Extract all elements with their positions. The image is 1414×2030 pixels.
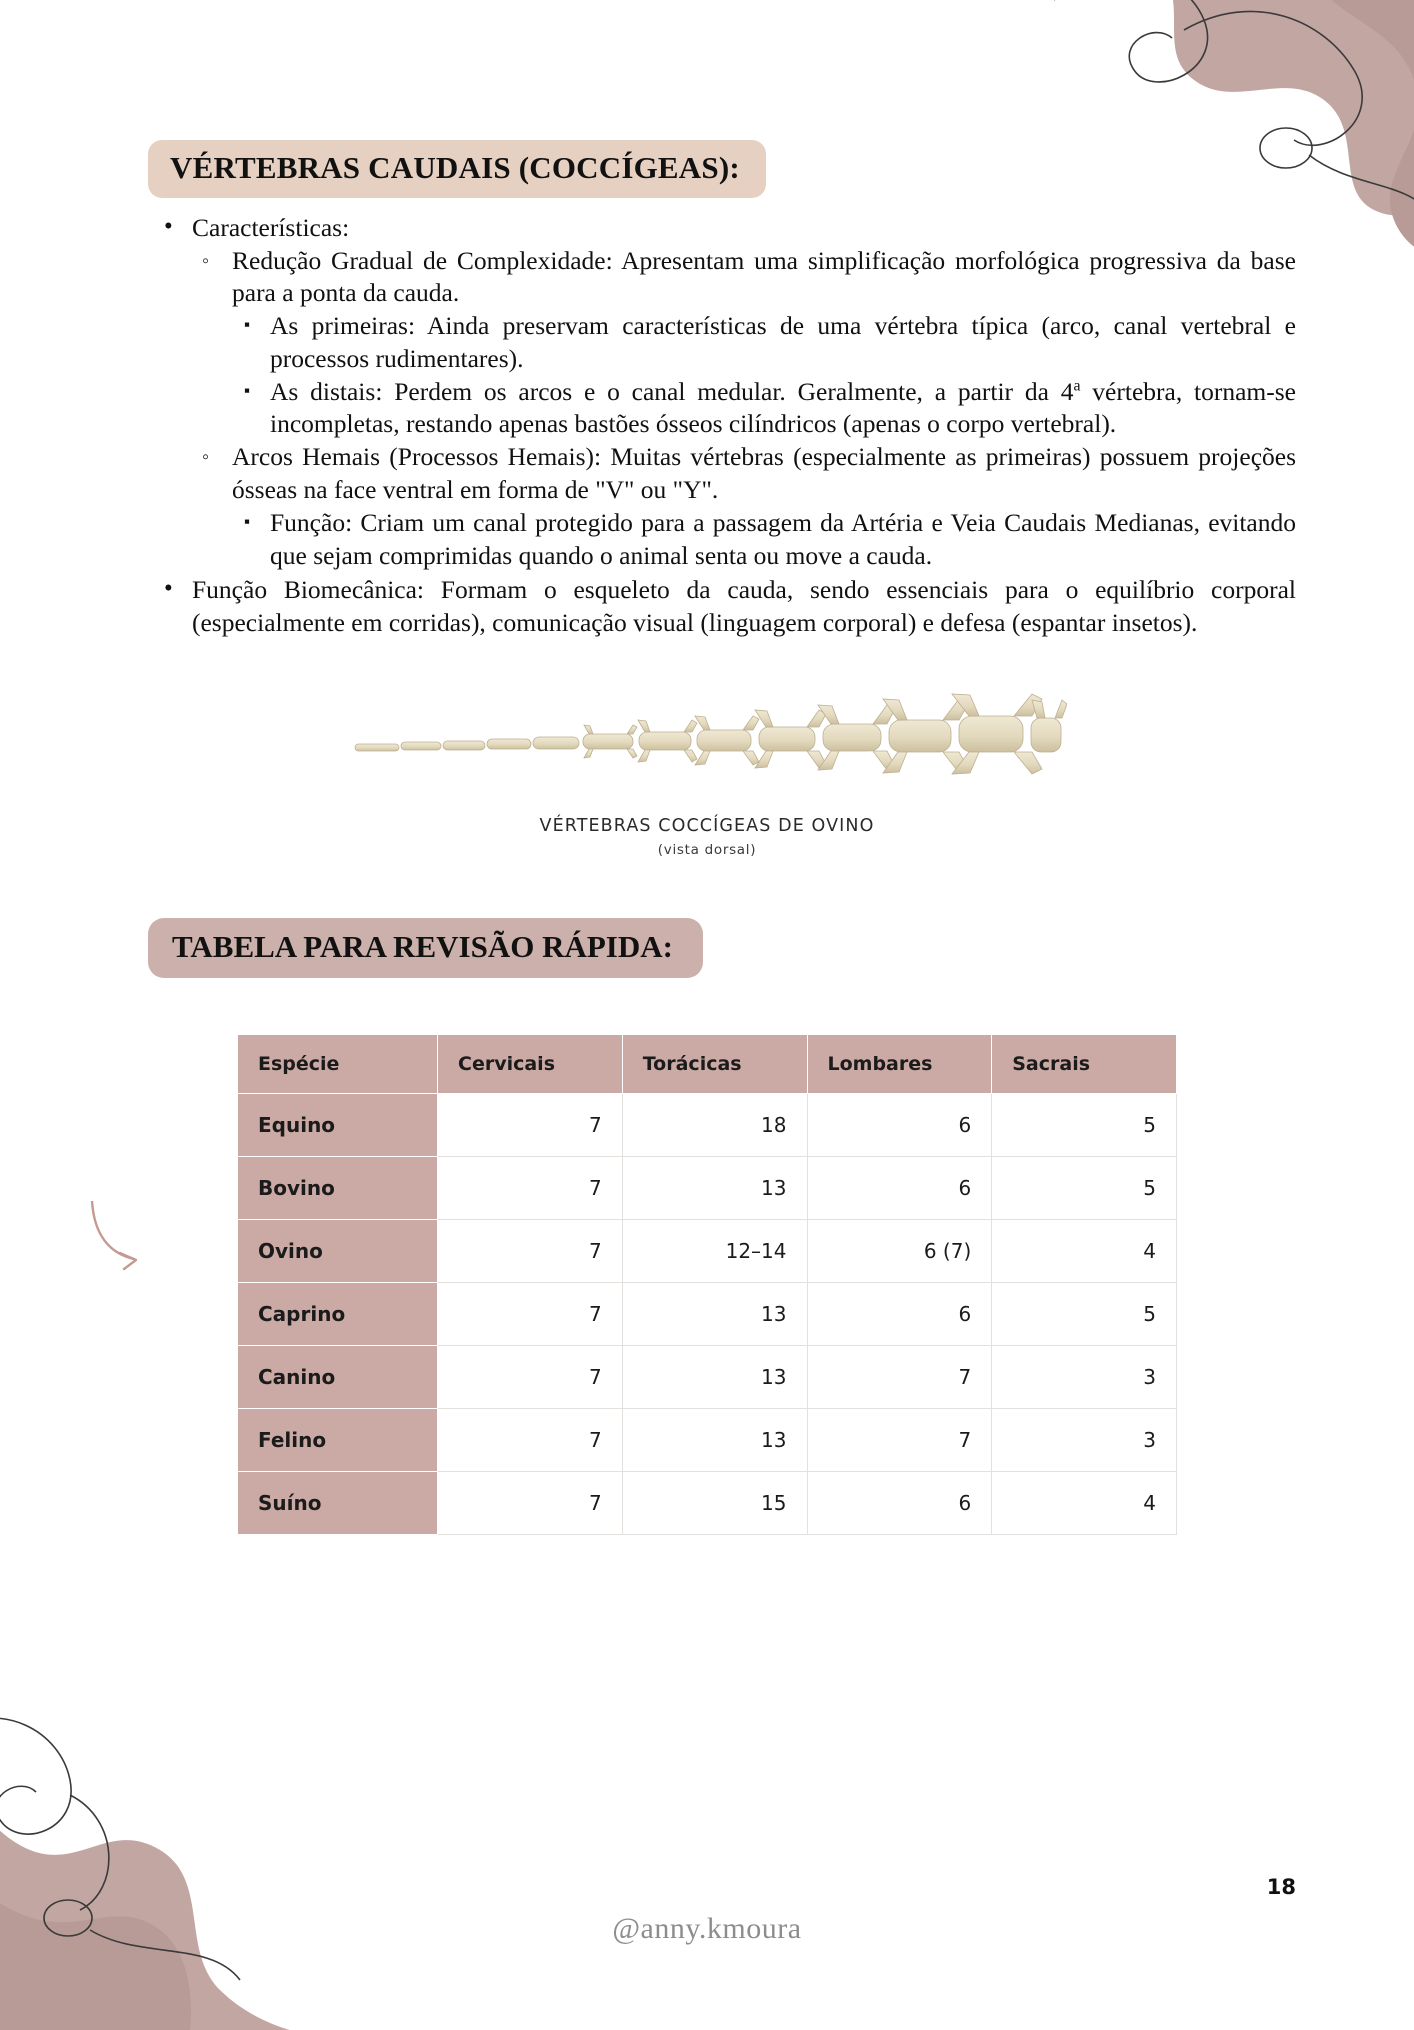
table-cell-value: 7 bbox=[438, 1219, 623, 1282]
table-cell-value: 13 bbox=[622, 1345, 807, 1408]
table-column-header-cervicais: Cervicais bbox=[438, 1034, 623, 1093]
table-cell-species: Equino bbox=[238, 1093, 438, 1156]
table-cell-value: 3 bbox=[992, 1345, 1177, 1408]
list-item bbox=[192, 441, 1296, 572]
table-cell-value: 18 bbox=[622, 1093, 807, 1156]
table-row bbox=[238, 1219, 1177, 1282]
table-column-header-torácicas: Torácicas bbox=[622, 1034, 807, 1093]
page-number: 18 bbox=[1266, 1875, 1296, 1899]
bullet-disc-icon: • bbox=[164, 213, 173, 240]
table-row bbox=[238, 1156, 1177, 1219]
table-cell-value: 15 bbox=[622, 1471, 807, 1534]
list-item bbox=[192, 245, 1296, 442]
list-item-label: Função Biomecânica: Formam o esqueleto da cauda, sendo essenciais para o equilíbrio corporal (especialmente em corridas), comunicação visual (linguagem corporal) e defesa (espantar insetos). bbox=[192, 575, 1296, 637]
list-item-label: Arcos Hemais (Processos Hemais): Muitas vértebras (especialmente as primeiras) possuem projeções ósseas na face ventral em forma de "V" ou "Y". bbox=[232, 442, 1296, 504]
table-cell-species: Caprino bbox=[238, 1282, 438, 1345]
list-item bbox=[150, 574, 1296, 639]
table-cell-value: 6 bbox=[807, 1093, 992, 1156]
figure-subcaption: (vista dorsal) bbox=[657, 841, 757, 858]
table-cell-value: 7 bbox=[438, 1282, 623, 1345]
table-cell-value: 7 bbox=[438, 1093, 623, 1156]
list-item bbox=[150, 212, 1296, 572]
list-item bbox=[232, 376, 1296, 442]
table-cell-value: 5 bbox=[992, 1093, 1177, 1156]
table-row bbox=[238, 1408, 1177, 1471]
bullet-circle-icon: ◦ bbox=[202, 446, 210, 469]
list-item-label: As distais: Perdem os arcos e o canal medular. Geralmente, a partir da 4$^a$ vértebra, tornam-se incompletas, restando apenas bastões ósseos cilíndricos (apenas o corpo vertebral). bbox=[270, 376, 1296, 439]
ordinal-superscript: a bbox=[1073, 377, 1081, 395]
bullet-square-icon: ▪ bbox=[244, 315, 251, 335]
table-cell-value: 13 bbox=[622, 1156, 807, 1219]
figure-caption: VÉRTEBRAS COCCÍGEAS DE OVINO bbox=[539, 815, 875, 836]
list-item-label: Características: bbox=[192, 213, 350, 242]
list-item-label: Redução Gradual de Complexidade: Apresentam uma simplificação morfológica progressiva da base para a ponta da cauda. bbox=[232, 245, 1296, 308]
table-section-title: TABELA PARA REVISÃO RÁPIDA: bbox=[148, 918, 703, 978]
bullet-square-icon: ▪ bbox=[244, 380, 251, 400]
outline-level-1 bbox=[0, 212, 1414, 640]
table-cell-value: 7 bbox=[807, 1345, 992, 1408]
table-cell-value: 4 bbox=[992, 1219, 1177, 1282]
bullet-circle-icon: ◦ bbox=[202, 249, 210, 272]
table-row bbox=[238, 1282, 1177, 1345]
outline-level-3 bbox=[232, 310, 1296, 441]
table-cell-value: 7 bbox=[438, 1156, 623, 1219]
bullet-disc-icon: • bbox=[164, 575, 173, 603]
table-column-header-espécie: Espécie bbox=[238, 1034, 438, 1093]
page-title: VÉRTEBRAS CAUDAIS (COCCÍGEAS): bbox=[148, 140, 766, 198]
table-cell-value: 13 bbox=[622, 1408, 807, 1471]
table-row bbox=[238, 1345, 1177, 1408]
content-body bbox=[0, 212, 1414, 640]
table-cell-value: 7 bbox=[438, 1345, 623, 1408]
table-row bbox=[238, 1471, 1177, 1534]
list-item bbox=[232, 507, 1296, 573]
table-cell-value: 6 (7) bbox=[807, 1219, 992, 1282]
author-handle: @anny.kmoura bbox=[612, 1912, 802, 1945]
table-cell-value: 6 bbox=[807, 1156, 992, 1219]
decorative-blob-bottom-left bbox=[0, 1610, 430, 2030]
table-cell-value: 3 bbox=[992, 1408, 1177, 1471]
table-column-header-sacrais: Sacrais bbox=[992, 1034, 1177, 1093]
list-item-label: Função: Criam um canal protegido para a passagem da Artéria e Veia Caudais Medianas, evitando que sejam comprimidas quando o animal senta ou move a cauda. bbox=[270, 507, 1296, 570]
outline-level-2 bbox=[192, 245, 1296, 573]
sheep-caudal-vertebrae-image bbox=[347, 692, 1067, 802]
list-item-label: As primeiras: Ainda preservam características de uma vértebra típica (arco, canal vertebral e processos rudimentares). bbox=[270, 311, 1296, 373]
table-cell-value: 7 bbox=[807, 1408, 992, 1471]
table-cell-value: 6 bbox=[807, 1282, 992, 1345]
table-cell-species: Ovino bbox=[238, 1219, 438, 1282]
bullet-square-icon: ▪ bbox=[244, 511, 251, 531]
table-header-row bbox=[238, 1034, 1177, 1093]
outline-level-3 bbox=[232, 507, 1296, 573]
list-item bbox=[232, 310, 1296, 376]
table-cell-value: 13 bbox=[622, 1282, 807, 1345]
table-row bbox=[238, 1093, 1177, 1156]
review-table bbox=[237, 1034, 1177, 1535]
table-cell-value: 12–14 bbox=[622, 1219, 807, 1282]
figure-vertebrae bbox=[0, 692, 1414, 858]
table-cell-species: Felino bbox=[238, 1408, 438, 1471]
table-cell-species: Canino bbox=[238, 1345, 438, 1408]
review-table-container bbox=[0, 1034, 1414, 1535]
table-cell-value: 7 bbox=[438, 1471, 623, 1534]
table-cell-value: 5 bbox=[992, 1156, 1177, 1219]
table-cell-value: 7 bbox=[438, 1408, 623, 1471]
table-cell-species: Bovino bbox=[238, 1156, 438, 1219]
table-column-header-lombares: Lombares bbox=[807, 1034, 992, 1093]
table-cell-value: 4 bbox=[992, 1471, 1177, 1534]
table-cell-value: 6 bbox=[807, 1471, 992, 1534]
table-cell-value: 5 bbox=[992, 1282, 1177, 1345]
table-cell-species: Suíno bbox=[238, 1471, 438, 1534]
